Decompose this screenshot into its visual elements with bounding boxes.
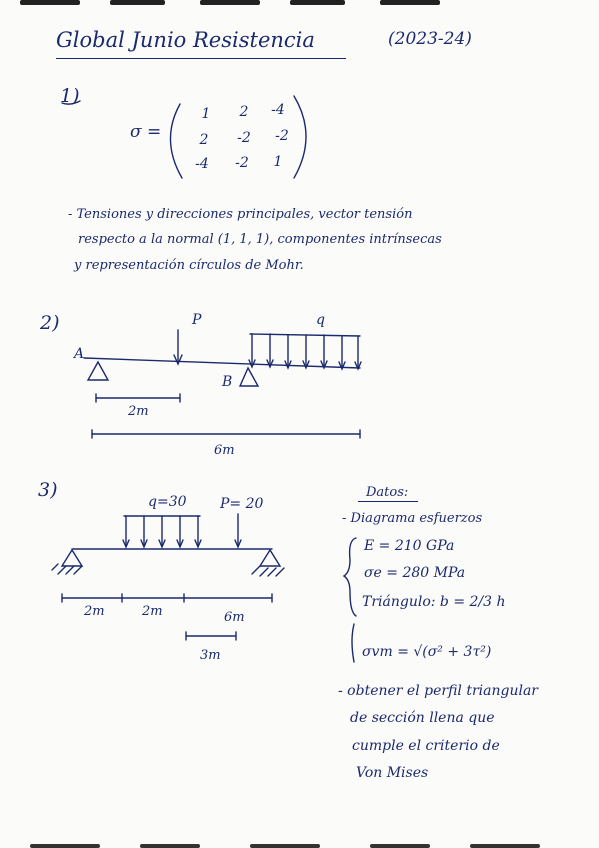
matrix-cell: -2 — [237, 130, 251, 146]
matrix-cell: -2 — [275, 128, 289, 144]
objective-line: de sección llena que — [350, 710, 495, 726]
data-line: σe = 280 MPa — [364, 565, 466, 581]
page-title: Global Junio Resistencia — [56, 28, 315, 52]
matrix-right-bracket — [294, 96, 306, 178]
dimension-label: 2m — [128, 404, 149, 419]
matrix-cell: -4 — [195, 156, 209, 172]
dimension-label: 2m — [142, 604, 163, 619]
data-line: Triángulo: b = 2/3 h — [362, 594, 506, 610]
ground-hatch — [252, 566, 284, 576]
distributed-load-top — [250, 334, 360, 336]
data-line: E = 210 GPa — [364, 538, 455, 554]
load-q-label: q — [316, 312, 325, 328]
support-a-label: A — [74, 346, 85, 362]
problem-1-text-line: - Tensiones y direcciones principales, vector tensión — [68, 207, 413, 222]
number-underline — [62, 101, 80, 104]
matrix-cell: 2 — [239, 104, 249, 120]
matrix-cell: -2 — [235, 155, 249, 171]
matrix-left-bracket — [170, 104, 182, 178]
data-brace — [344, 538, 356, 616]
sigma-label: σ = — [130, 122, 162, 142]
dimension-label: 3m — [200, 648, 221, 663]
matrix-cell: 1 — [273, 154, 283, 170]
distributed-load-arrows — [249, 334, 361, 369]
distributed-load-arrows — [123, 516, 201, 547]
load-q-label: q=30 — [148, 494, 187, 510]
course-year: (2023-24) — [388, 29, 472, 49]
dimension-label: 2m — [84, 604, 105, 619]
dimension-label: 6m — [214, 443, 235, 458]
matrix-cell: 1 — [201, 106, 211, 122]
matrix-cell: 2 — [199, 132, 209, 148]
beam — [84, 358, 360, 368]
problem-1-text-line: y representación círculos de Mohr. — [74, 258, 304, 273]
problem-1-text-line: respecto a la normal (1, 1, 1), componentes intrínsecas — [78, 232, 442, 247]
data-line: σvm = √(σ² + 3τ²) — [362, 644, 492, 660]
diagram-item: - Diagrama esfuerzos — [342, 511, 483, 526]
data-heading: Datos: — [366, 485, 409, 500]
objective-line: - obtener el perfil triangular — [338, 683, 538, 699]
problem-1-number: 1) — [60, 85, 80, 107]
matrix-cell: -4 — [271, 102, 285, 118]
problem-3-number: 3) — [38, 479, 58, 501]
problem-2-number: 2) — [40, 312, 60, 334]
pin-support-b — [240, 368, 258, 386]
load-p-label: P= 20 — [220, 496, 264, 512]
pin-support-left — [62, 550, 82, 566]
pin-support-a — [88, 362, 108, 380]
objective-line: Von Mises — [356, 765, 429, 781]
dimension-label: 6m — [224, 610, 245, 625]
pin-support-right — [260, 550, 280, 566]
support-b-label: B — [222, 374, 233, 390]
objective-line: cumple el criterio de — [352, 738, 500, 754]
load-p-label: P — [192, 312, 202, 328]
